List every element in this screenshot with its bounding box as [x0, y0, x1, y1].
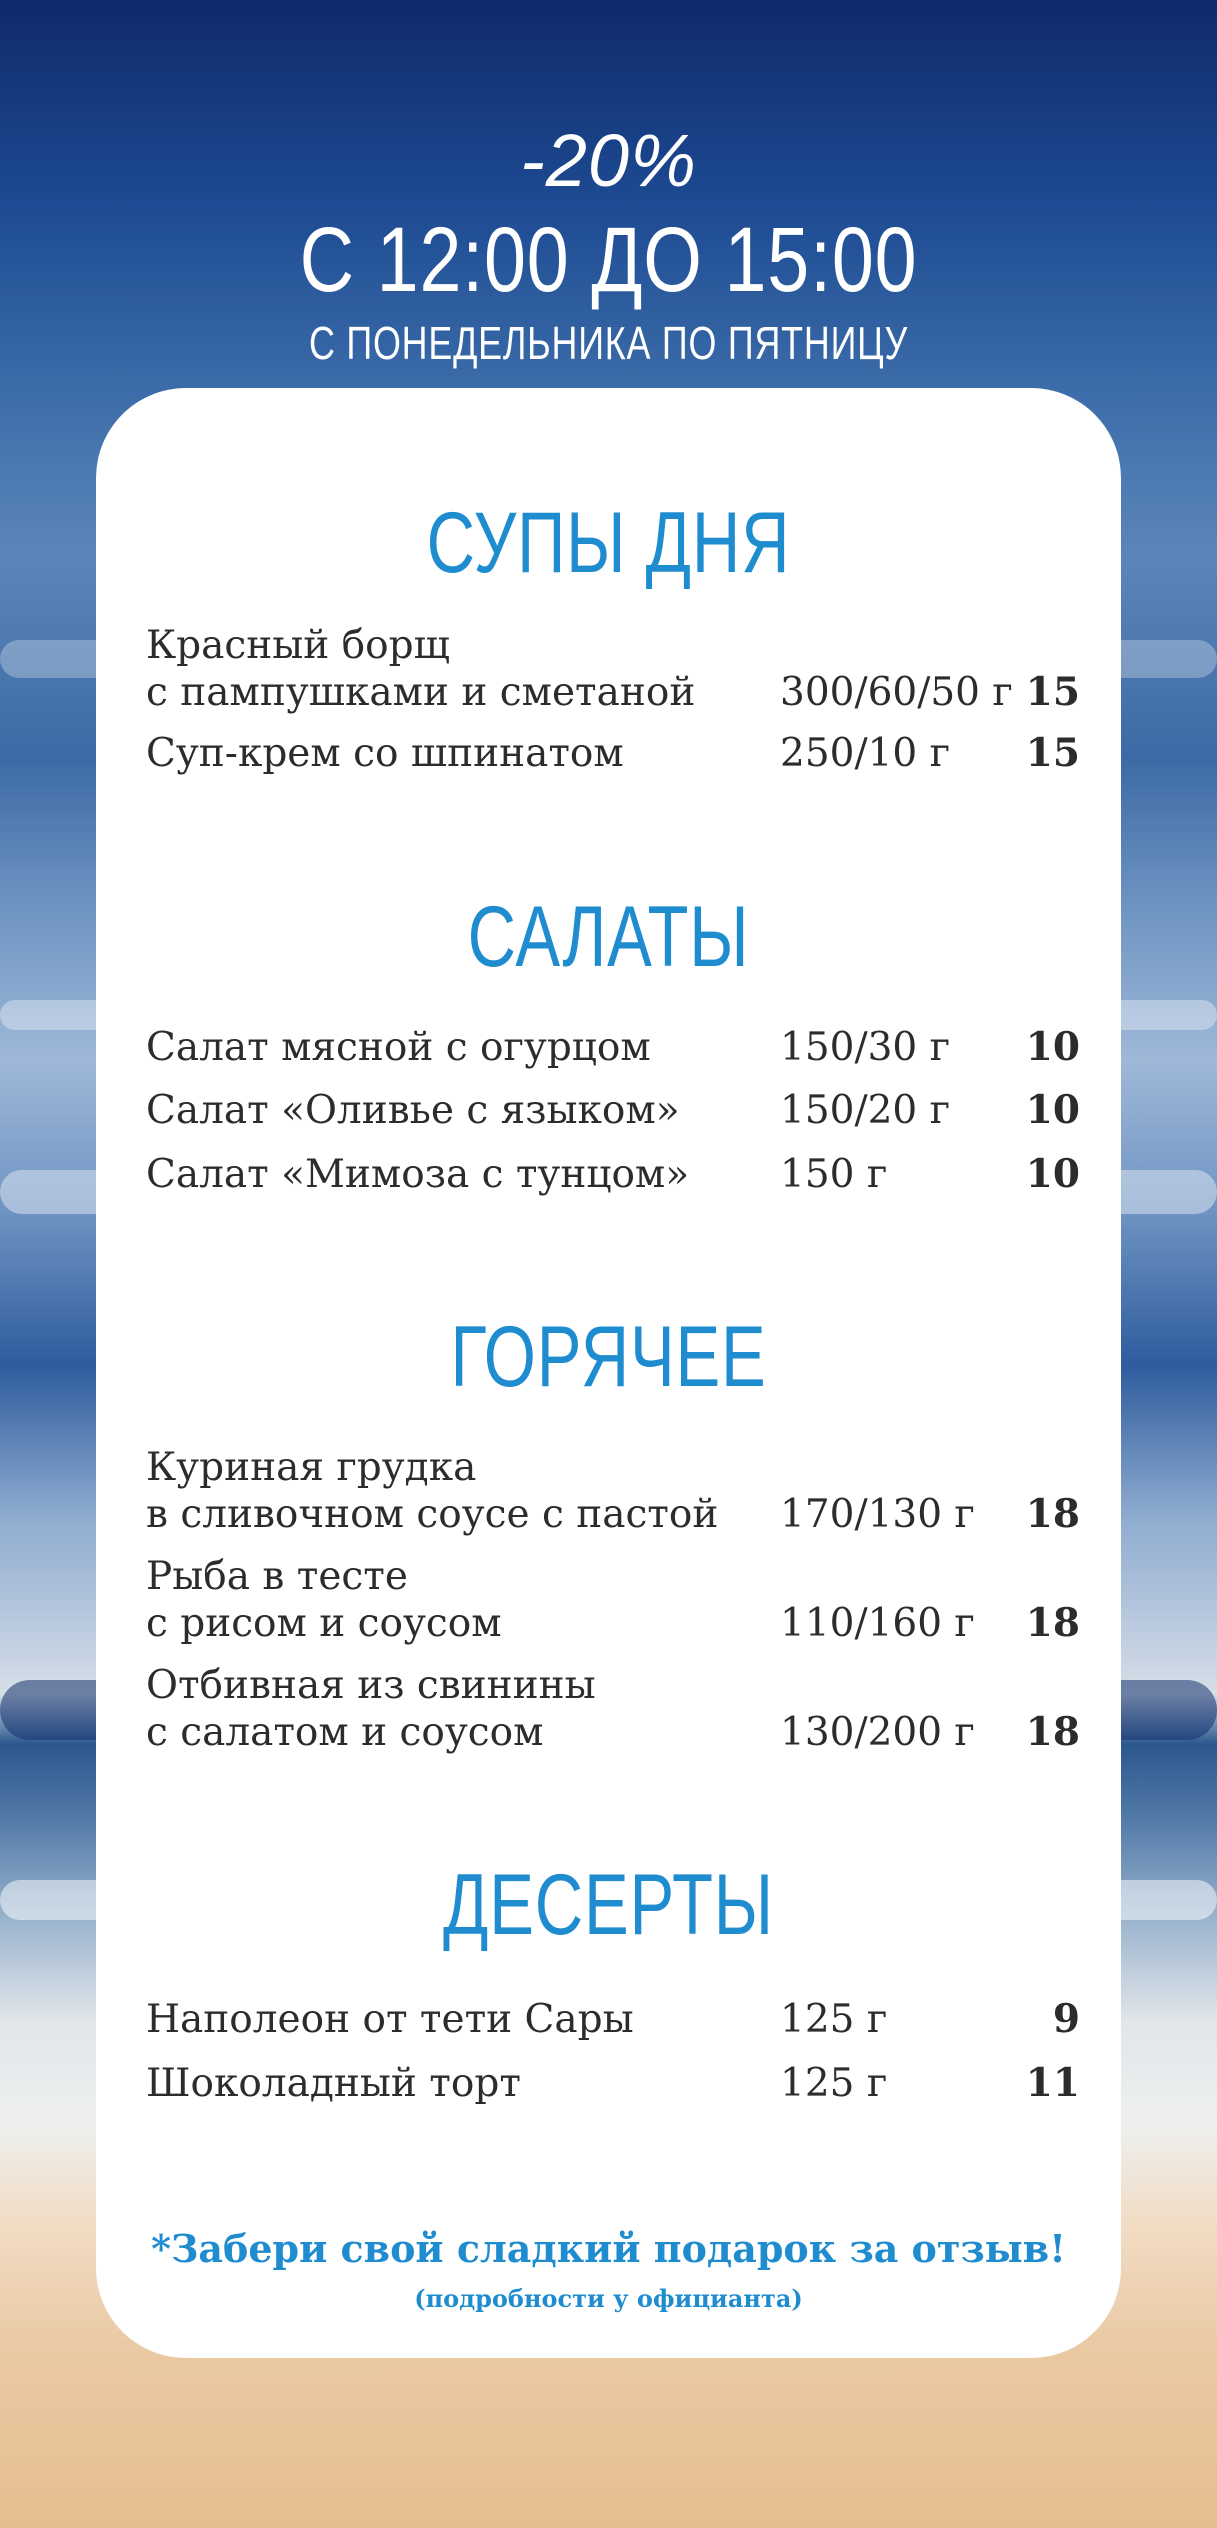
item-price: 18: [1025, 1709, 1080, 1755]
promo-text: *Забери свой сладкий подарок за отзыв!: [151, 2226, 1066, 2271]
item-weight: 150 г: [780, 1152, 888, 1197]
item-name: Шоколадный торт: [146, 2061, 521, 2106]
menu-item: [146, 622, 1080, 716]
item-weight: 110/160 г: [780, 1601, 975, 1646]
menu-item: [146, 1151, 1080, 1198]
item-weight: 130/200 г: [780, 1710, 975, 1755]
item-price: 9: [1052, 1996, 1080, 2042]
menu-item: [146, 1996, 1080, 2043]
item-weight: 150/30 г: [780, 1025, 951, 1070]
item-name: Салат «Мимоза с тунцом»: [146, 1152, 690, 1197]
section-title-salads: САЛАТЫ: [467, 889, 750, 985]
section-title-soups: СУПЫ ДНЯ: [426, 495, 791, 591]
item-name: Салат «Оливье с языком»: [146, 1088, 680, 1133]
hours-label: С 12:00 ДО 15:00: [299, 209, 918, 311]
item-price: 10: [1025, 1151, 1080, 1197]
item-weight: 150/20 г: [780, 1088, 951, 1133]
item-name: Наполеон от тети Сары: [146, 1997, 634, 2042]
item-name: Суп-крем со шпинатом: [146, 731, 624, 776]
item-price: 10: [1025, 1024, 1080, 1070]
menu-item: [146, 2060, 1080, 2107]
menu-card: [96, 388, 1121, 2358]
section-title-desserts: ДЕСЕРТЫ: [443, 1857, 774, 1953]
menu-item: [146, 1087, 1080, 1134]
item-weight: 125 г: [780, 2061, 888, 2106]
days-label: С ПОНЕДЕЛЬНИКА ПО ПЯТНИЦУ: [308, 317, 909, 369]
item-name: Салат мясной с огурцом: [146, 1025, 651, 1070]
item-price: 18: [1025, 1600, 1080, 1646]
item-name: Отбивная из свинины с салатом и соусом: [146, 1663, 596, 1755]
item-weight: 300/60/50 г: [780, 670, 1013, 715]
discount-label: -20%: [520, 119, 697, 202]
item-name: Рыба в тесте с рисом и соусом: [146, 1554, 502, 1646]
item-weight: 170/130 г: [780, 1492, 975, 1537]
item-price: 11: [1025, 2060, 1080, 2106]
item-weight: 125 г: [780, 1997, 888, 2042]
item-name: Красный борщ с пампушками и сметаной: [146, 623, 696, 715]
promo-note: (подробности у официанта): [414, 2284, 803, 2313]
item-price: 15: [1025, 730, 1080, 776]
item-price: 10: [1025, 1087, 1080, 1133]
item-price: 18: [1025, 1491, 1080, 1537]
menu-item: [146, 1662, 1080, 1756]
menu-item: [146, 1444, 1080, 1538]
section-title-hot: ГОРЯЧЕЕ: [450, 1309, 767, 1405]
item-price: 15: [1025, 669, 1080, 715]
menu-item: [146, 1553, 1080, 1647]
menu-item: [146, 730, 1080, 777]
item-weight: 250/10 г: [780, 731, 951, 776]
menu-item: [146, 1024, 1080, 1071]
item-name: Куриная грудка в сливочном соусе с пастой: [146, 1445, 719, 1537]
